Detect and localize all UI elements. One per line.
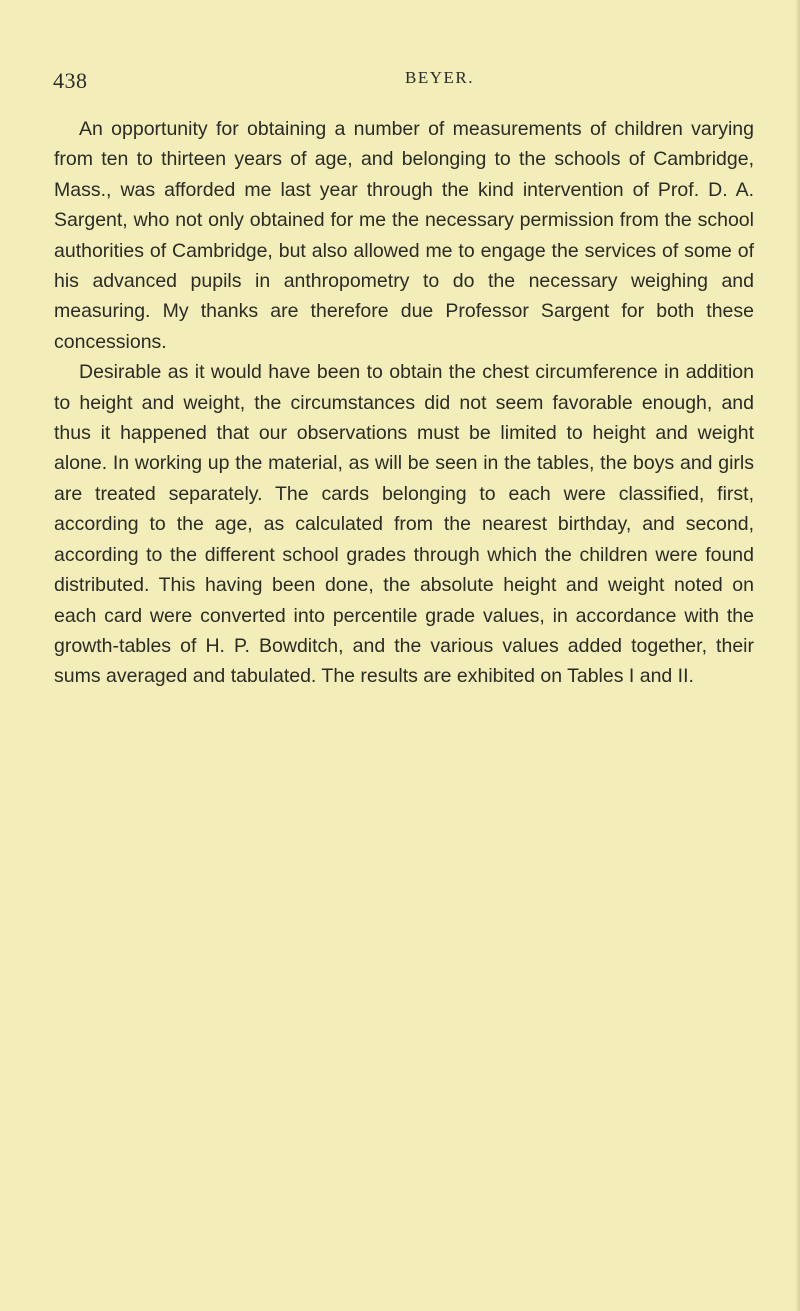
body-text: [54, 114, 754, 692]
running-head: BEYER.: [405, 68, 474, 87]
paragraph-1: An opportunity for obtaining a number of measurements of children varying from ten to thirteen years of age, and belonging to the schools of Cambridge, Mass., was afforded me last year through the kind intervention of Prof. D. A. Sargent, who not only obtained for me the necessary permission from the school authorities of Cambridge, but also allowed me to engage the services of some of his advanced pupils in anthropometry to do the necessary weighing and measuring. My thanks are therefore due Professor Sargent for both these concessions.: [54, 118, 754, 353]
paragraph-2: Desirable as it would have been to obtain the chest circumference in addition to height and weight, the circumstances did not seem favorable enough, and thus it happened that our observations must be limited to height and weight alone. In working up the material, as will be seen in the tables, the boys and girls are treated separately. The cards belonging to each were classified, first, according to the age, as calculated from the nearest birthday, and second, according to the different school grades through which the children were found distributed. This having been done, the absolute height and weight noted on each card were converted into percentile grade values, in accordance with the growth-tables of H. P. Bowditch, and the various values added together, their sums averaged and tabulated. The results are exhibited on Tables I and II.: [54, 361, 754, 688]
page-edge-shadow: [795, 0, 800, 1311]
page-number: 438: [53, 68, 88, 93]
